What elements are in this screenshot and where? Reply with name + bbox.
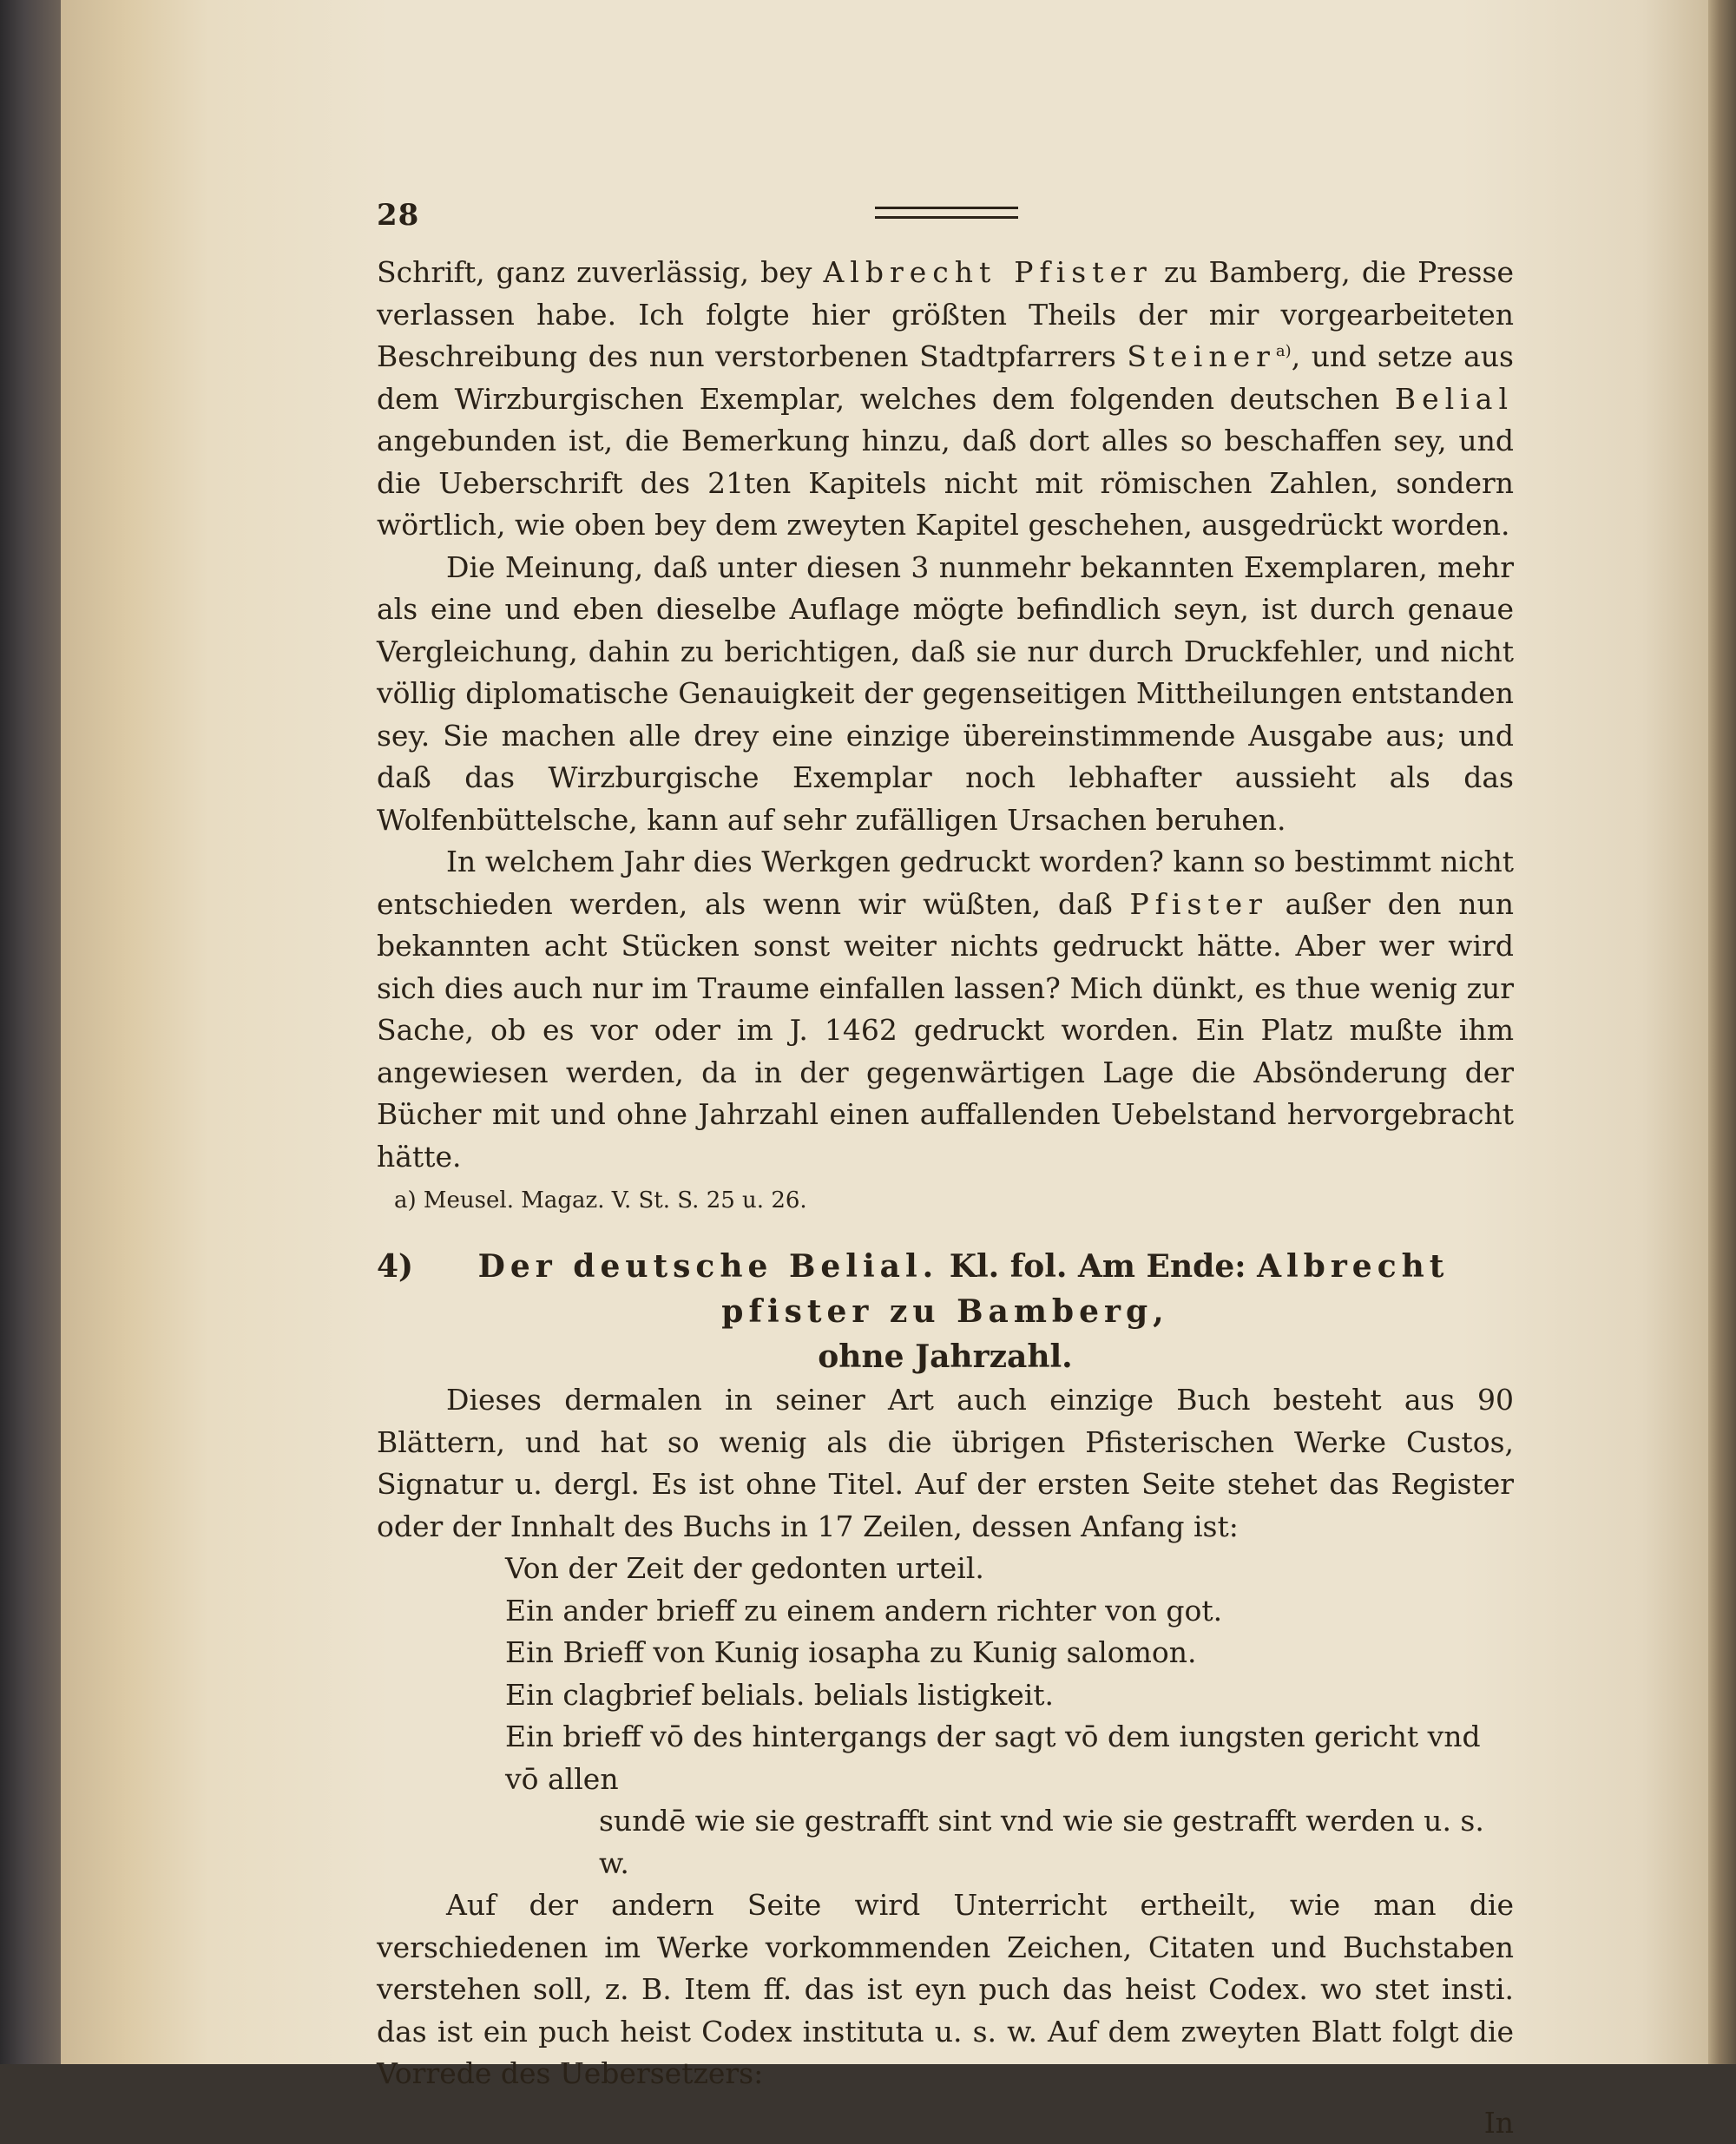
paragraph-1-text-d: angebunden ist, die Bemerkung hinzu, daß dort alles so beschaffen sey, und die Ueberschrift des 21ten Kapitels nicht mit römischen Zahlen, sondern wörtlich, wie oben bey dem zweyten Kapitel geschehen, ausgedrückt worden. [377, 424, 1514, 542]
entry-date-note: ohne Jahrzahl. [818, 1338, 1072, 1375]
catchword: In [377, 2102, 1514, 2144]
name-belial: Belial [1395, 382, 1514, 416]
footnote: a) Meusel. Magaz. V. St. S. 25 u. 26. [377, 1183, 1514, 1218]
paragraph-3 [377, 841, 1514, 1178]
paragraph-1 [377, 252, 1514, 547]
entry-heading [377, 1244, 1514, 1379]
paragraph-5: Auf der andern Seite wird Unterricht ertheilt, wie man die verschiedenen im Werke vorkommenden Zeichen, Citaten und Buchstaben verstehen soll, z. B. Item ff. das ist eyn puch das heist Codex. wo stet insti. das ist ein puch heist Codex institutа u. s. w. Auf dem zweyten Blatt folgt die Vorrede des Uebersetzers: [377, 1884, 1514, 2095]
register-line-continuation: sundē wie sie gestrafft sint vnd wie sie gestrafft werden u. s. w. [505, 1800, 1514, 1884]
paragraph-2: Die Meinung, daß unter diesen 3 nunmehr bekannten Exemplaren, mehr als eine und eben dieselbe Auflage mögte befindlich seyn, ist durch genaue Vergleichung, dahin zu berichtigen, daß sie nur durch Druckfehler, und nicht völlig diplomatische Genauigkeit der gegenseitigen Mittheilungen entstanden sey. Sie machen alle drey eine einzige übereinstimmende Ausgabe aus; und daß das Wirzburgische Exemplar noch lebhafter aussieht als das Wolfenbüttelsche, kann auf sehr zufälligen Ursachen beruhen. [377, 547, 1514, 842]
book-binding-left [0, 0, 61, 2064]
page-body [377, 252, 1514, 2144]
page-number: 28 [377, 198, 419, 233]
page-edges-right [1708, 0, 1736, 2064]
register-excerpt [377, 1548, 1514, 1884]
register-line: Ein Brieff von Kunig iosapha zu Kunig salomon. [505, 1632, 1514, 1674]
name-steiner: Steiner [1127, 339, 1276, 373]
footnote-marker: a) [1276, 342, 1292, 360]
entry-format: Kl. fol. Am Ende: [938, 1248, 1257, 1285]
entry-number: 4) [377, 1244, 413, 1289]
entry-title: Der deutsche Belial. [478, 1248, 939, 1285]
header-rule [875, 207, 1018, 219]
paragraph-1-text-a: Schrift, ganz zuverlässig, bey [377, 255, 823, 289]
entry-printer: Albrecht pfister zu Bamberg, [721, 1248, 1449, 1330]
paragraph-1-text-c: , und setze aus dem Wirzburgischen Exemplar, welches dem folgenden deutschen [377, 339, 1514, 416]
name-albrecht-pfister: Albrecht Pfister [823, 255, 1152, 289]
paragraph-4: Dieses dermalen in seiner Art auch einzige Buch besteht aus 90 Blättern, und hat so wenig als die übrigen Pfisterischen Werke Custos, Signatur u. dergl. Es ist ohne Titel. Auf der ersten Seite stehet das Register oder der Innhalt des Buchs in 17 Zeilen, dessen Anfang ist: [377, 1379, 1514, 1548]
register-line: Ein brieff vō des hintergangs der sagt vō dem iungsten gericht vnd vō allen [505, 1716, 1514, 1800]
register-line: Ein clagbrief belials. belials listigkeit. [505, 1674, 1514, 1717]
paragraph-3-text-b: außer den nun bekannten acht Stücken sonst weiter nichts gedruckt hätte. Aber wer wird sich dies auch nur im Traume einfallen lassen? Mich dünkt, es thue wenig zur Sache, ob es vor oder im J. 1462 gedruckt worden. Ein Platz mußte ihm angewiesen werden, da in der gegenwärtigen Lage die Absönderung der Bücher mit und ohne Jahrzahl einen auffallenden Uebelstand hervorgebracht hätte. [377, 887, 1514, 1174]
register-line: Von der Zeit der gedonten urteil. [505, 1548, 1514, 1590]
name-pfister: Pfister [1129, 887, 1267, 921]
paragraph-1-text-b: zu Bamberg, die Presse verlassen habe. Ich folgte hier größten Theils der mir vorgearbeiteten Beschreibung des nun verstorbenen Stadtpfarrers [377, 255, 1514, 373]
paragraph-3-text-a: In welchem Jahr dies Werkgen gedruckt worden? kann so bestimmt nicht entschieden werden, als wenn wir wüßten, daß [377, 845, 1514, 921]
register-line: Ein ander brieff zu einem andern richter von got. [505, 1590, 1514, 1633]
